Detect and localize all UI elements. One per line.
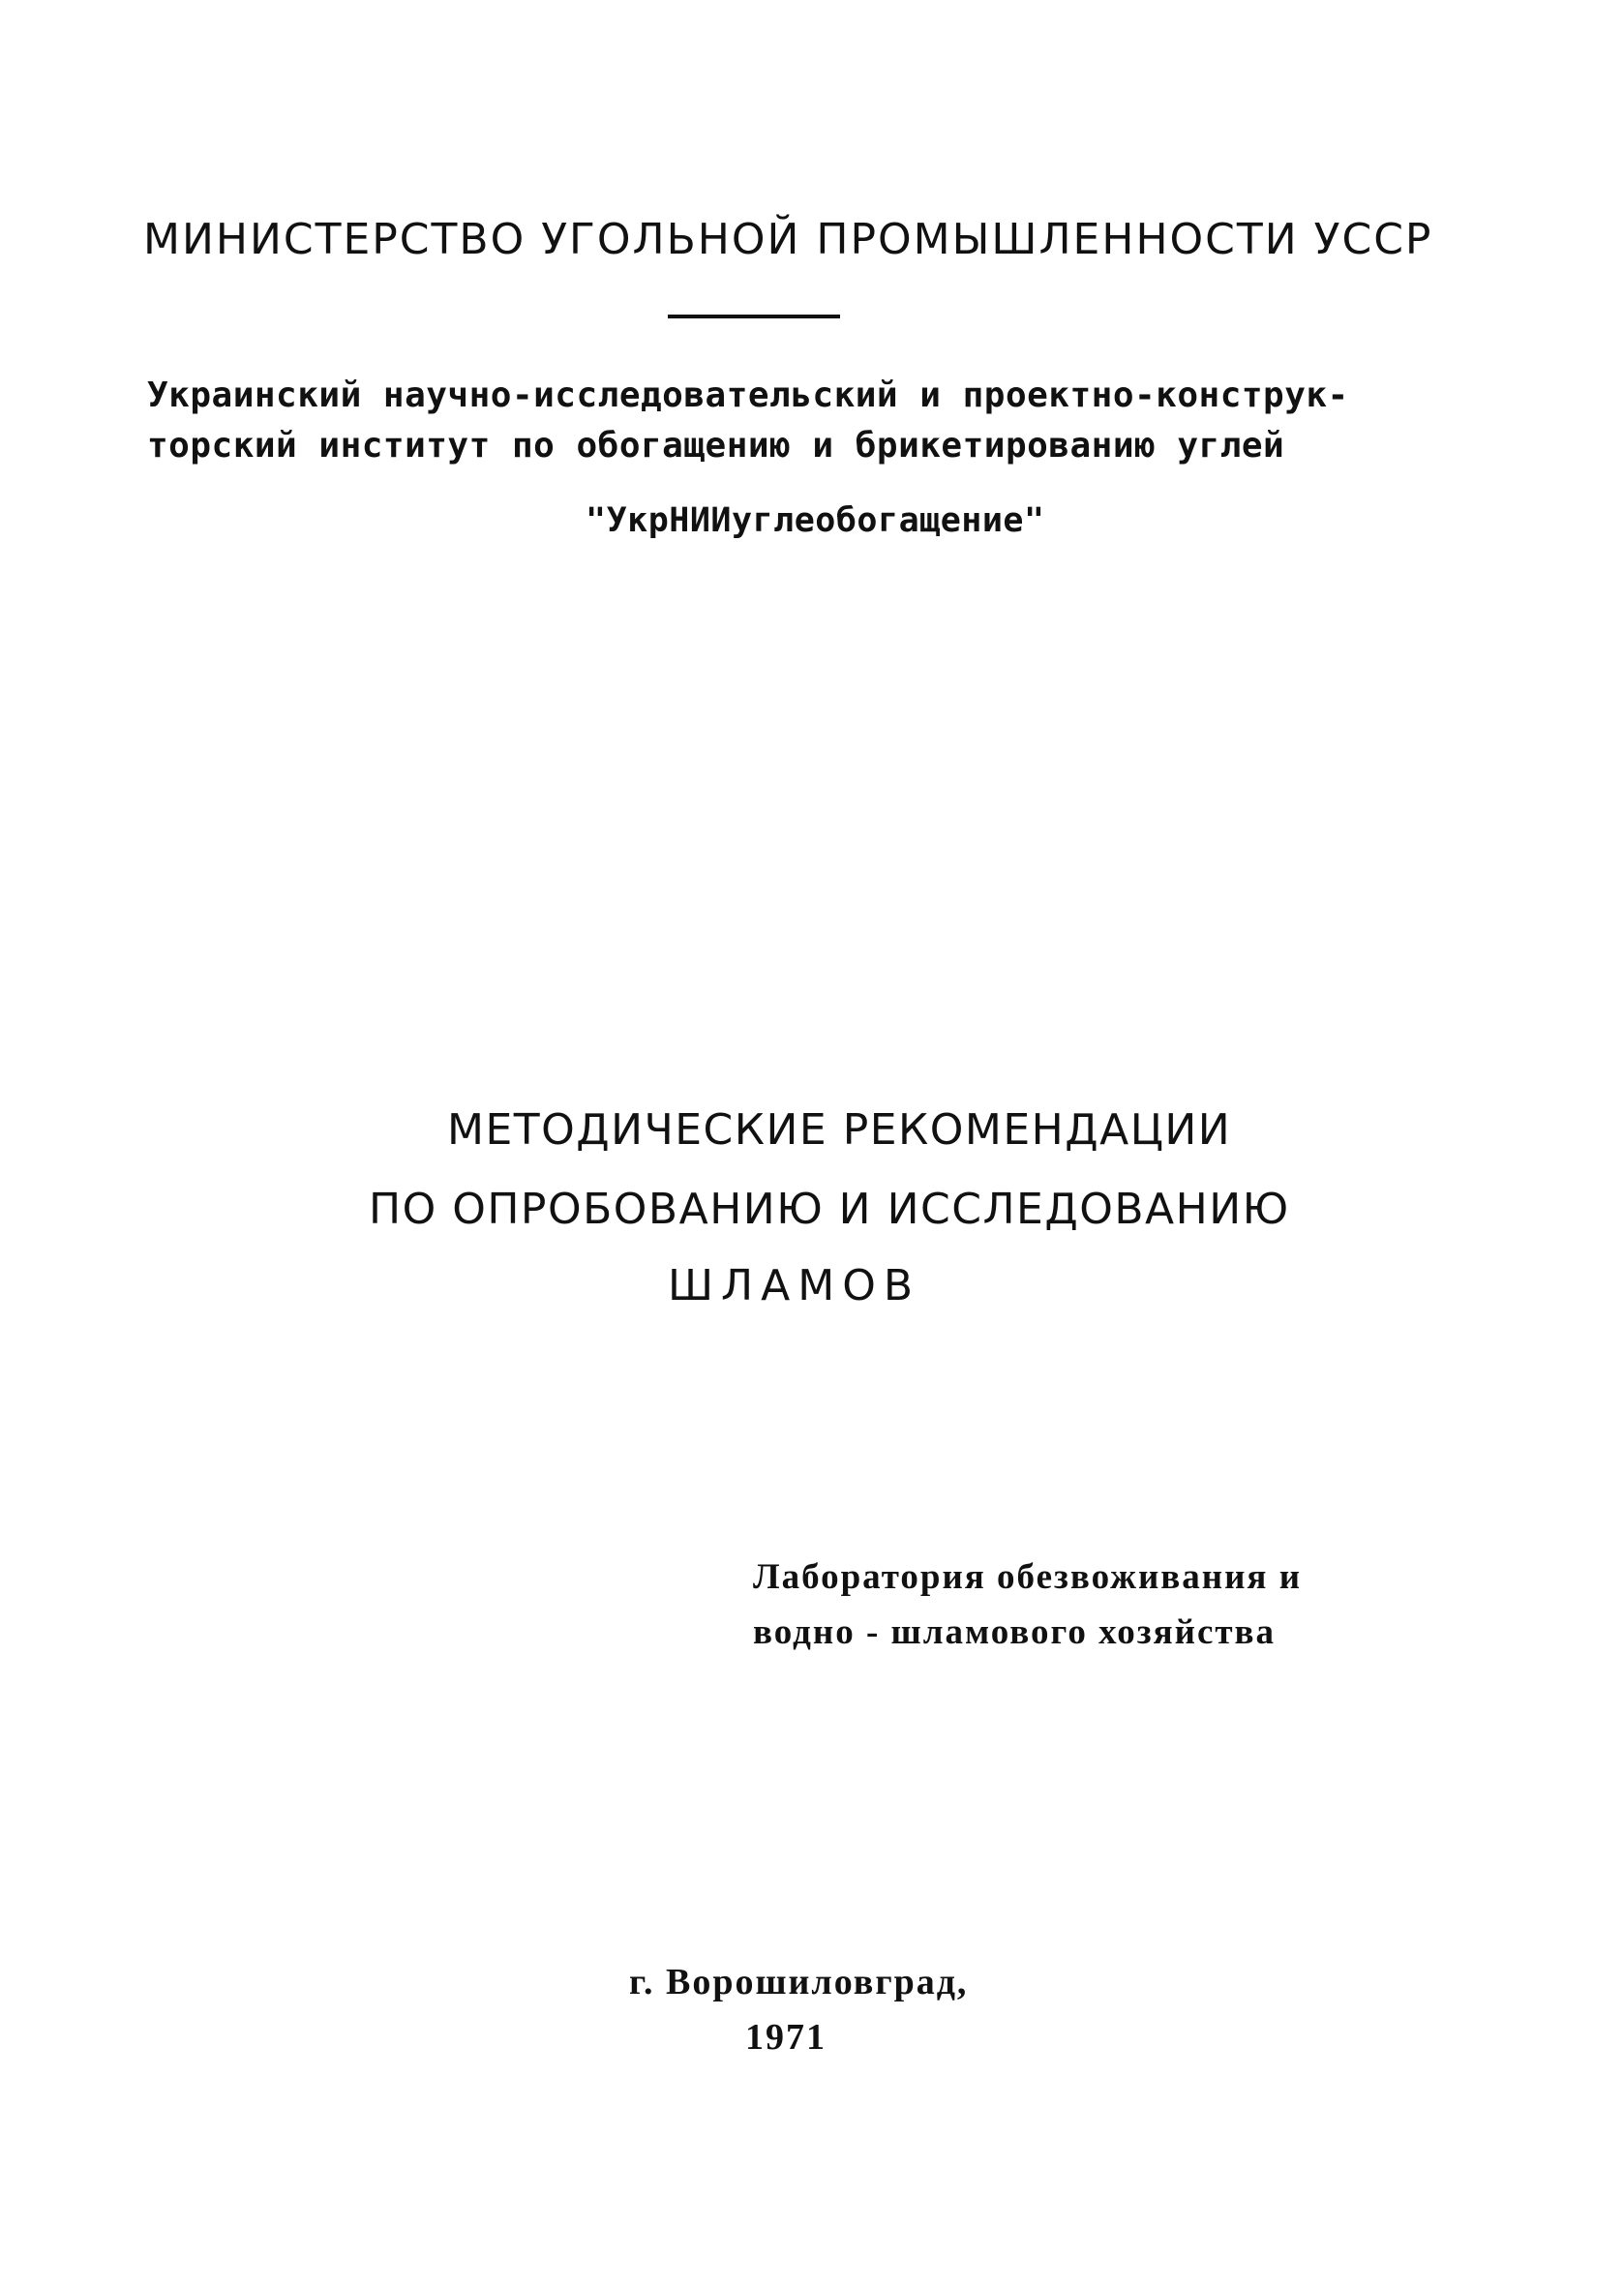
document-title-line-2: ПО ОПРОБОВАНИЮ И ИССЛЕДОВАНИЮ	[369, 1185, 1290, 1234]
institute-line-1: Украинский научно-исследовательский и проектно-конструк-	[147, 376, 1349, 415]
institute-short-name: "УкрНИИуглеобогащение"	[586, 501, 1045, 540]
imprint-year: 1971	[745, 2017, 827, 2058]
document-title-line-3: ШЛАМОВ	[668, 1261, 921, 1310]
laboratory-line-1: Лаборатория обезвоживания и	[753, 1557, 1303, 1597]
ministry-heading: МИНИСТЕРСТВО УГОЛЬНОЙ ПРОМЫШЛЕННОСТИ УССР	[143, 215, 1433, 264]
imprint-city: г. Ворошиловград,	[629, 1962, 969, 2002]
institute-line-2: торский институт по обогащению и брикетированию углей	[147, 426, 1285, 466]
document-title-line-1: МЕТОДИЧЕСКИЕ РЕКОМЕНДАЦИИ	[447, 1105, 1232, 1155]
divider-rule	[668, 315, 840, 318]
laboratory-line-2: водно - шламового хозяйства	[753, 1612, 1277, 1652]
